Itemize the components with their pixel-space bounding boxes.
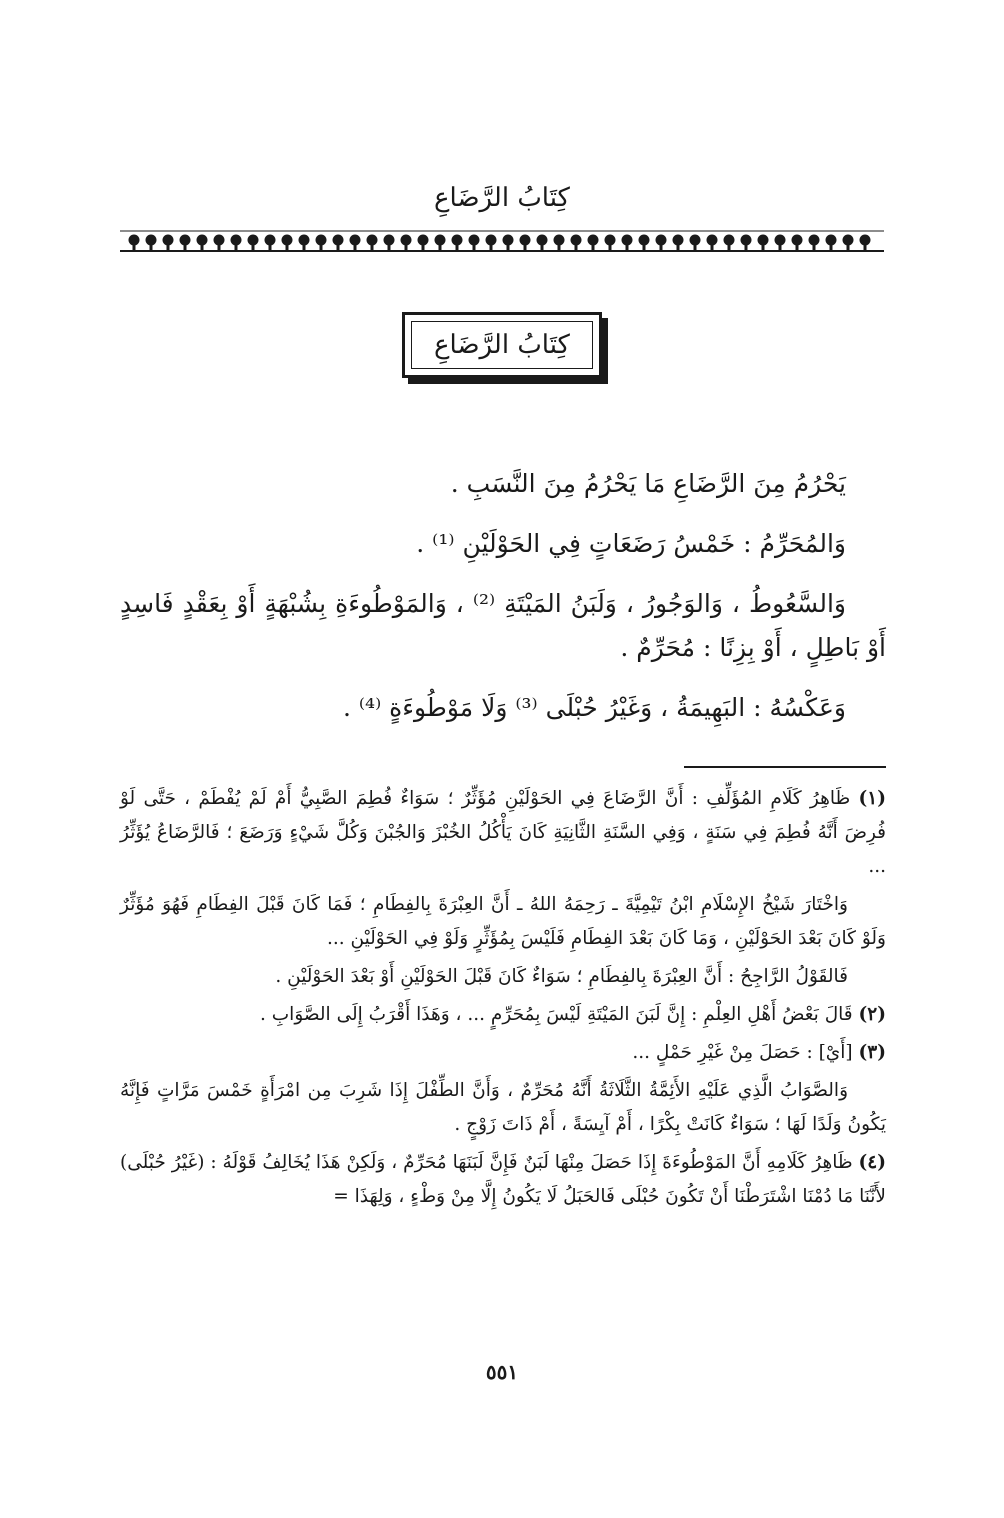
footnote-number: (٤) bbox=[858, 1152, 886, 1173]
ornament-stem bbox=[201, 242, 204, 250]
ornament-stem bbox=[779, 242, 782, 250]
footnote-number: (٣) bbox=[858, 1042, 886, 1063]
ornament-stem bbox=[507, 242, 510, 250]
ornament-stem bbox=[796, 242, 799, 250]
footnote-text: [أَيْ] : حَصَلَ مِنْ غَيْرِ حَمْلٍ ... bbox=[632, 1042, 853, 1063]
ornament-stem bbox=[184, 242, 187, 250]
ornament-stem bbox=[677, 242, 680, 250]
ornamental-border bbox=[120, 228, 884, 254]
ornament-stem bbox=[558, 242, 561, 250]
footnote-3-paragraph: وَالصَّوَابُ الَّذِي عَلَيْهِ الأَئِمَّةُ الثَّلَاثَةُ أَنَّهُ مُحَرِّمٌ ، وَأَنَّ الطِّفْلَ إِذَا شَرِبَ مِن امْرَأَةٍ خَمْسَ مَرَّاتٍ فَإِنَّهُ يَكُونُ وَلَدًا لَهَا ؛ سَوَاءٌ كَانَتْ بِكْرًا ، أَمْ آيِسَةً ، أَمْ ذَاتَ زَوْجٍ . bbox=[120, 1080, 886, 1135]
ornament-stem bbox=[422, 242, 425, 250]
ornament-stem bbox=[813, 242, 816, 250]
footnote-1 bbox=[120, 782, 886, 884]
ornament-stem bbox=[150, 242, 153, 250]
ornament-stem bbox=[524, 242, 527, 250]
ornament-stem bbox=[320, 242, 323, 250]
footnote-separator bbox=[684, 766, 886, 768]
ornament-stem bbox=[643, 242, 646, 250]
ornament-stem bbox=[762, 242, 765, 250]
ornament-stem bbox=[830, 242, 833, 250]
main-text bbox=[120, 462, 886, 746]
ornament-stem bbox=[456, 242, 459, 250]
ornament-stem bbox=[303, 242, 306, 250]
chapter-title: كِتَابُ الرَّضَاعِ bbox=[434, 330, 570, 360]
ornament-stem bbox=[490, 242, 493, 250]
footnote-2 bbox=[120, 998, 886, 1032]
footnotes bbox=[120, 782, 886, 1218]
running-header-title: كِتَابُ الرَّضَاعِ bbox=[434, 183, 570, 213]
ornament-stem bbox=[388, 242, 391, 250]
ornament-stem bbox=[847, 242, 850, 250]
ornament-stem bbox=[371, 242, 374, 250]
page-number: ٥٥١ bbox=[485, 1360, 519, 1384]
ornament-stem bbox=[694, 242, 697, 250]
main-paragraph: وَالسَّعُوطُ ، وَالوَجُورُ ، وَلَبَنُ المَيْتَةِ ⁽²⁾ ، وَالمَوْطُوءَةِ بِشُبْهَةٍ أَوْ بِعَقْدٍ فَاسِدٍ أَوْ بَاطِلٍ ، أَوْ بِزِنًا : مُحَرِّمٌ . bbox=[120, 589, 886, 662]
footnote-number: (١) bbox=[858, 788, 886, 809]
footnote-number: (٢) bbox=[858, 1004, 886, 1025]
main-paragraph: وَعَكْسُهُ : البَهِيمَةُ ، وَغَيْرُ حُبْلَى ⁽³⁾ وَلَا مَوْطُوءَةٍ ⁽⁴⁾ . bbox=[343, 693, 846, 722]
footnote-3 bbox=[120, 1036, 886, 1070]
ornament-stem bbox=[218, 242, 221, 250]
footnote-text: ظَاهِرُ كَلَامِ المُؤَلِّفِ : أَنَّ الرَّضَاعَ فِي الحَوْلَيْنِ مُؤَثِّرٌ ؛ سَوَاءٌ فُطِمَ الصَّبِيُّ أَمْ لَمْ يُفْطَمْ ، حَتَّى لَوْ فُرِضَ أَنَّهُ فُطِمَ فِي سَنَةٍ ، وَفِي السَّنَةِ الثَّانِيَةِ كَانَ يَأْكُلُ الخُبْزَ وَالجُبْنَ وَكُلَّ شَيْءٍ وَرَضَعَ ؛ فَالرَّضَاعُ يُؤَثِّرُ ... bbox=[120, 788, 886, 877]
footnote-text: قَالَ بَعْضُ أَهْلِ العِلْمِ : إِنَّ لَبَنَ المَيْتَةِ لَيْسَ بِمُحَرِّمٍ ... ، وَهَذَا أَقْرَبُ إِلَى الصَّوَابِ . bbox=[260, 1004, 853, 1025]
ornament-stem bbox=[337, 242, 340, 250]
ornament-stem bbox=[728, 242, 731, 250]
ornament-stem bbox=[439, 242, 442, 250]
ornament-stem bbox=[541, 242, 544, 250]
ornament-stem bbox=[167, 242, 170, 250]
ornament-stem bbox=[609, 242, 612, 250]
ornament-stem bbox=[473, 242, 476, 250]
ornament-stem bbox=[286, 242, 289, 250]
main-paragraph: وَالمُحَرِّمُ : خَمْسُ رَضَعَاتٍ فِي الحَوْلَيْنِ ⁽¹⁾ . bbox=[416, 529, 846, 558]
ornament-stem bbox=[745, 242, 748, 250]
footnote-4 bbox=[120, 1146, 886, 1214]
main-paragraph: يَحْرُمُ مِنَ الرَّضَاعِ مَا يَحْرُمُ مِنَ النَّسَبِ . bbox=[450, 469, 846, 498]
chapter-title-box bbox=[402, 312, 602, 378]
ornament-stem bbox=[405, 242, 408, 250]
ornament-stem bbox=[626, 242, 629, 250]
footnote-1-paragraph: فَالقَوْلُ الرَّاجِحُ : أَنَّ العِبْرَةَ بِالفِطَامِ ؛ سَوَاءٌ كَانَ قَبْلَ الحَوْلَيْنِ أَوْ بَعْدَ الحَوْلَيْنِ . bbox=[275, 966, 848, 987]
ornament-stem bbox=[592, 242, 595, 250]
ornament-stem bbox=[269, 242, 272, 250]
footnote-1-paragraph: وَاخْتَارَ شَيْخُ الإِسْلَامِ ابْنُ تَيْمِيَّةَ ـ رَحِمَهُ اللهُ ـ أَنَّ العِبْرَةَ بِالفِطَامِ ؛ فَمَا كَانَ قَبْلَ الفِطَامِ فَهُوَ مُؤَثِّرٌ وَلَوْ كَانَ بَعْدَ الحَوْلَيْنِ ، وَمَا كَانَ بَعْدَ الفِطَامِ فَلَيْسَ بِمُؤَثِّرٍ وَلَوْ فِي الحَوْلَيْنِ ... bbox=[120, 894, 886, 949]
ornament-stem bbox=[575, 242, 578, 250]
ornament-stem bbox=[864, 242, 867, 250]
ornament-stem bbox=[354, 242, 357, 250]
ornament-stem bbox=[252, 242, 255, 250]
ornament-stem bbox=[711, 242, 714, 250]
ornament-stem bbox=[660, 242, 663, 250]
ornament-stem bbox=[133, 242, 136, 250]
ornament-stem bbox=[235, 242, 238, 250]
footnote-text: ظَاهِرُ كَلَامِهِ أَنَّ المَوْطُوءَةَ إِذَا حَصَلَ مِنْهَا لَبَنٌ فَإِنَّ لَبَنَهَا مُحَرِّمٌ ، وَلَكِنْ هَذَا يُخَالِفُ قَوْلَهُ : (غَيْرُ حُبْلَى) لأَنَّنَا مَا دُمْنَا اشْتَرَطْنَا أَنْ تَكُونَ حُبْلَى فَالحَبَلُ لَا يَكُونُ إِلَّا مِنْ وَطْءٍ ، وَلِهَذَا = bbox=[120, 1152, 886, 1207]
